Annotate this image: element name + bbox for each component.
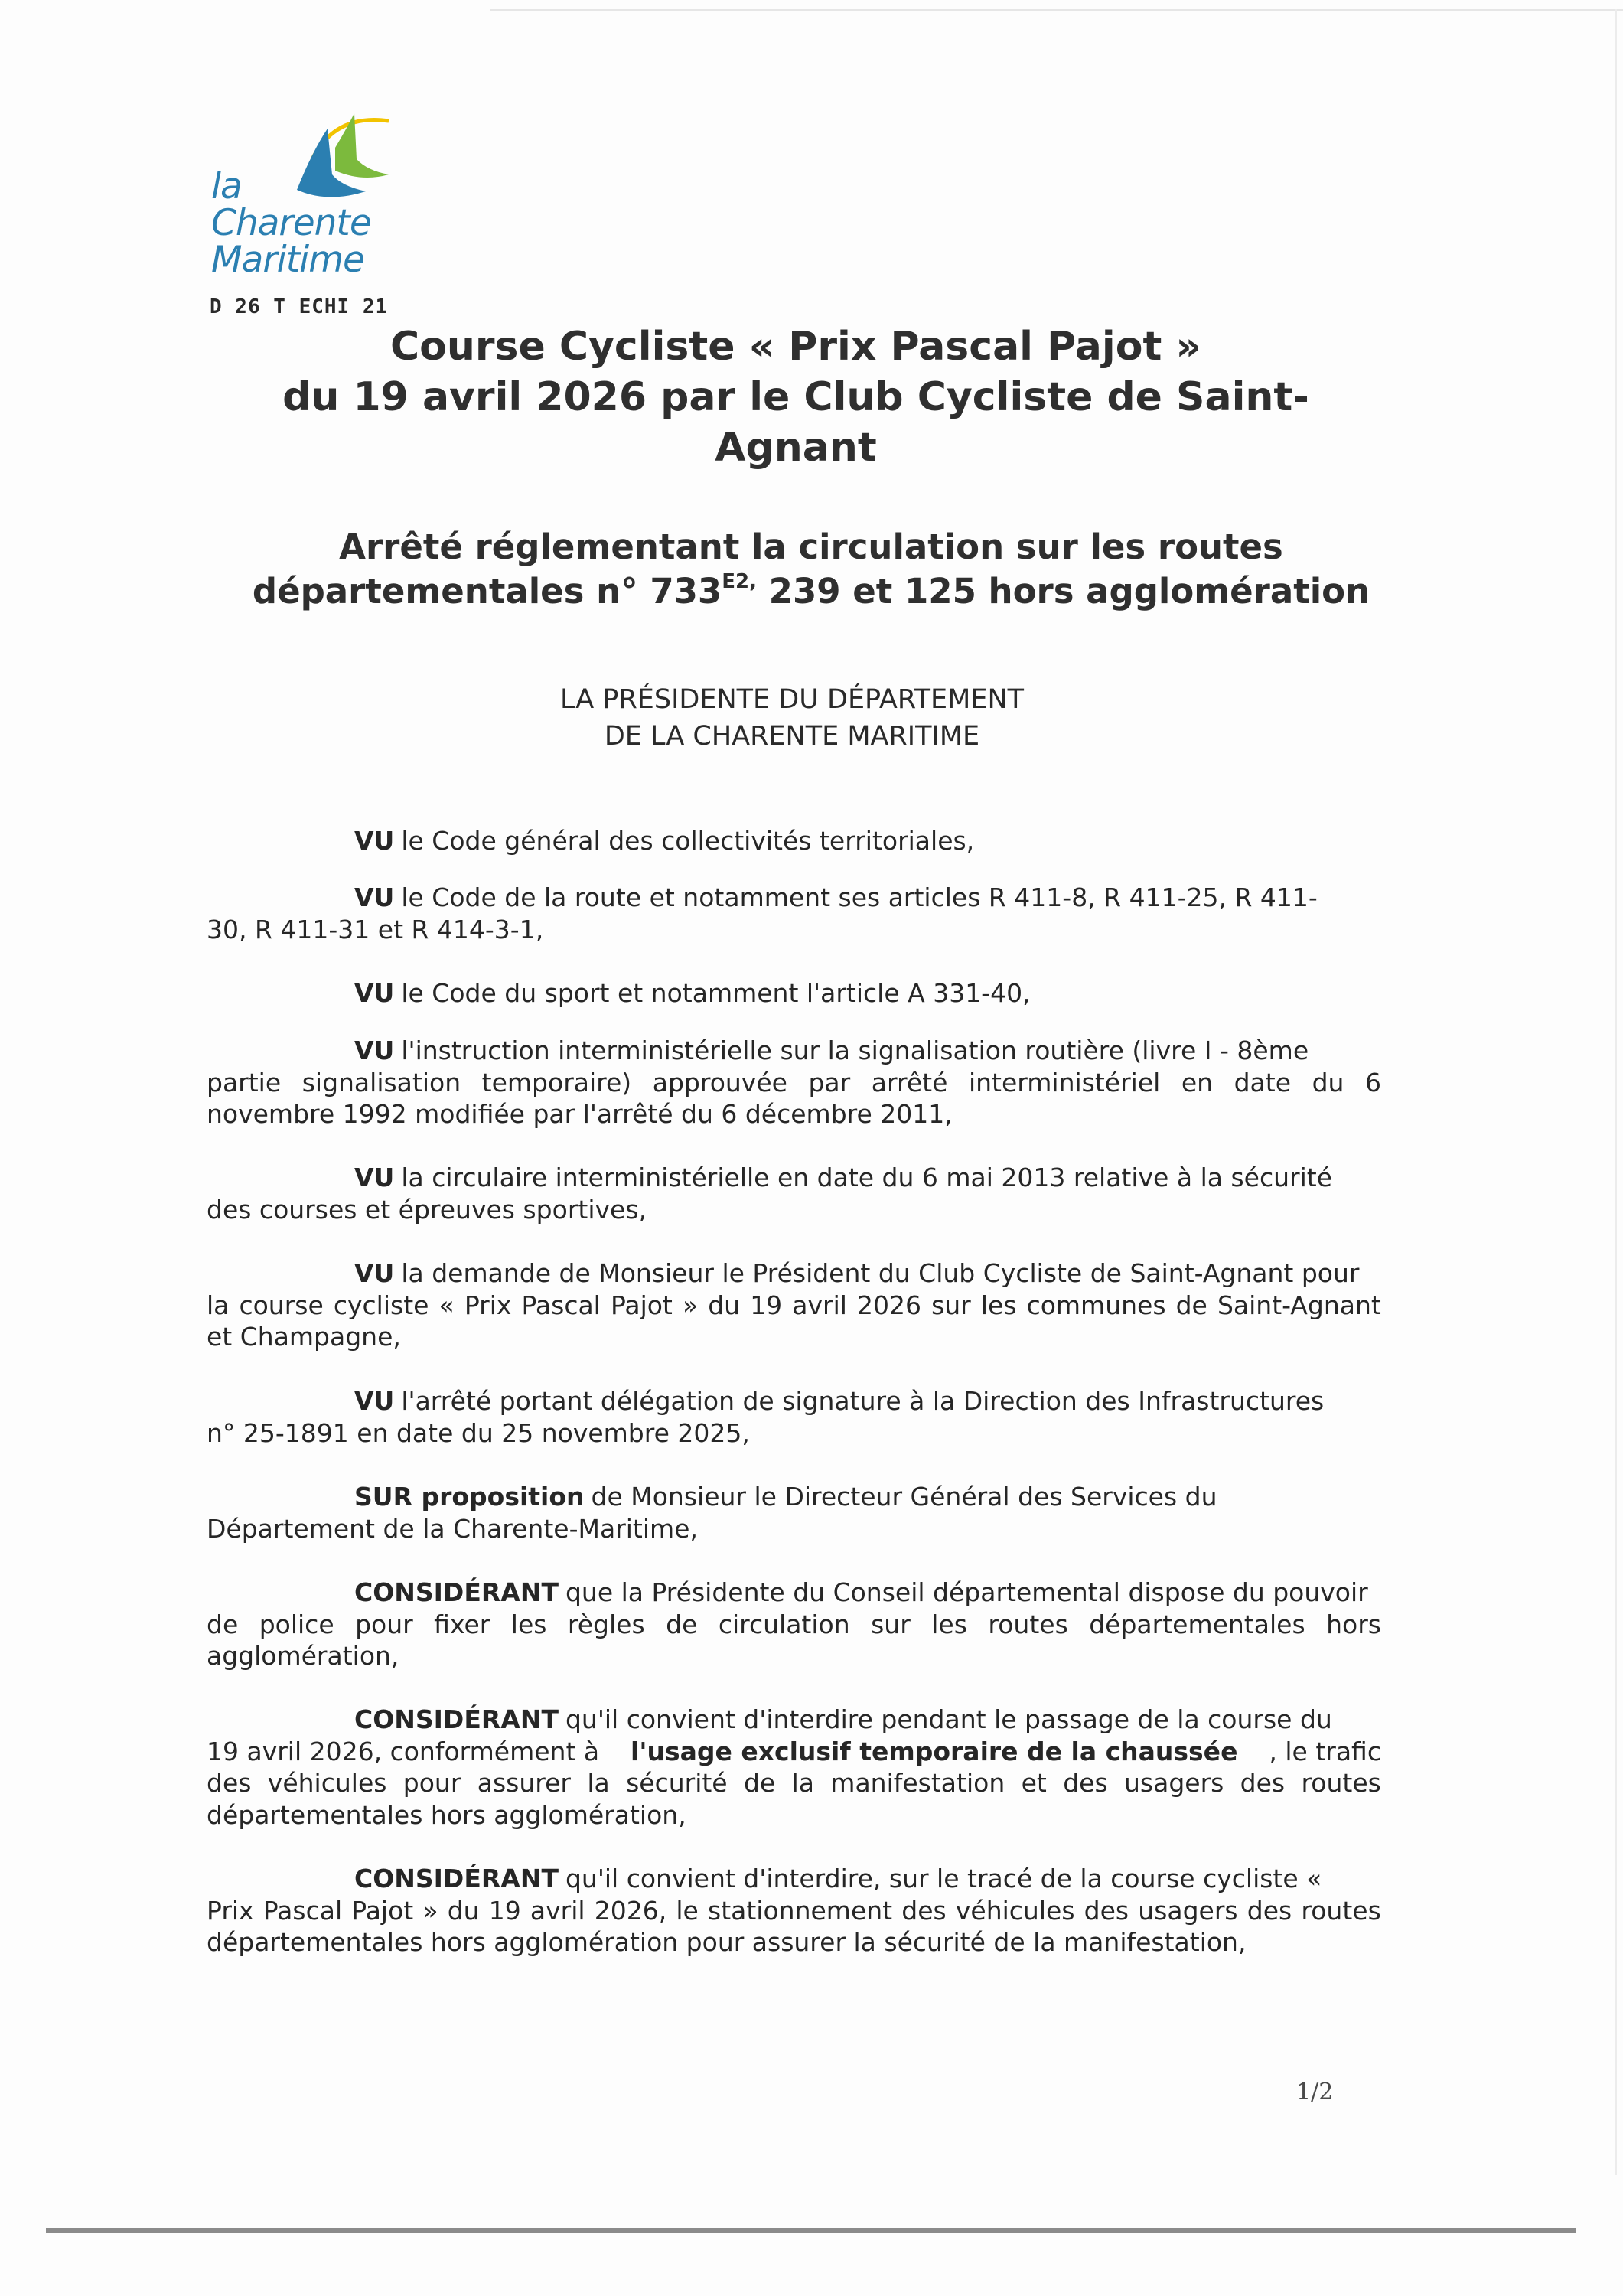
word: « [438,1290,455,1320]
word: 6 [1365,1067,1381,1097]
title-line-2: du 19 avril 2026 par le Club Cycliste de Saint- [282,374,1309,420]
document-reference: D 26 T ECHI 21 [210,295,389,318]
word: du [447,1895,480,1926]
paragraph-line [207,1290,1381,1322]
word: en [1181,1067,1214,1097]
word: de [207,1609,239,1639]
page-number: 1/2 [1296,2079,1334,2105]
word: les [931,1609,967,1639]
word: par [808,1067,851,1097]
word: du [1312,1067,1344,1097]
word: du [708,1290,741,1320]
paragraph-line [207,1385,1381,1417]
paragraph-text: la circulaire interministérielle en date du 6 mai 2013 relative à la sécurité [401,1163,1332,1192]
word: communes [1026,1290,1166,1320]
word: 19 [488,1895,521,1926]
word: Pajot [610,1290,673,1320]
paragraph-text: l'arrêté portant délégation de signature à la Direction des Infrastructures [401,1386,1325,1416]
department-logo [211,106,410,289]
word: routes [1301,1895,1381,1926]
paragraph-text: qu'il convient d'interdire pendant le passage de la course du [565,1704,1332,1734]
paragraph-line [207,1481,1381,1513]
document-title [191,321,1400,473]
word: cycliste [333,1290,429,1320]
paragraph-text: départementales hors agglomération pour assurer la sécurité de la manifestation, [207,1927,1247,1957]
paragraph-line [207,1417,1381,1450]
word: police [259,1609,334,1639]
word: course [239,1290,324,1320]
word: et [1021,1768,1047,1798]
word: routes [988,1609,1068,1639]
word: véhicules [955,1895,1075,1926]
paragraph-text: le Code de la route et notamment ses articles R 411-8, R 411-25, R 411- [401,882,1318,912]
paragraph-line [207,1194,1381,1226]
paragraph-text [207,1895,1381,1927]
word: règles [567,1609,645,1639]
word: sur [931,1290,971,1320]
paragraph-text: 30, R 411-31 et R 414-3-1, [207,914,544,944]
paragraph-line [207,1863,1381,1895]
paragraph-keyword: CONSIDÉRANT [354,1864,559,1893]
paragraph-text: Département de la Charente-Maritime, [207,1513,698,1544]
paragraph-text: , le trafic [1269,1736,1381,1766]
word: 2026 [857,1290,921,1320]
paragraph-text: de Monsieur le Directeur Général des Services du [591,1482,1217,1512]
paragraph-vu-2 [207,882,1381,945]
word: » [682,1290,699,1320]
word: usagers [1138,1895,1238,1926]
paragraph-keyword: VU [354,1386,395,1416]
subtitle-line-2 [153,569,1469,614]
paragraph-line [207,1035,1381,1067]
word: assurer [477,1768,571,1798]
word: les [510,1609,547,1639]
word: véhicules [267,1768,387,1798]
word: sur [871,1609,911,1639]
subtitle-line-1: Arrêté réglementant la circulation sur les routes [339,527,1283,567]
word: circulation [718,1609,850,1639]
paragraph-vu-6 [207,1257,1381,1353]
word: Pascal [521,1290,601,1320]
paragraph-line [207,1736,1381,1768]
word: fixer [434,1609,490,1639]
paragraph-line [207,882,1381,914]
paragraph-text: la demande de Monsieur le Président du Club Cycliste de Saint-Agnant pour [401,1258,1360,1288]
paragraph-text: l'instruction interministérielle sur la signalisation routière (livre I - 8ème [401,1035,1309,1065]
paragraph-text [207,1609,1381,1641]
word: avril [530,1895,585,1926]
paragraph-considerant-2 [207,1704,1381,1831]
paragraph-line [207,1640,1381,1672]
paragraph-keyword: VU [354,1163,395,1192]
paragraph-line [207,977,1381,1009]
word: Pajot [351,1895,414,1926]
paragraph-line [207,1321,1381,1353]
subtitle-line-2-b: 239 et 125 hors agglomération [756,571,1370,612]
paragraph-line [207,1067,1381,1099]
paragraph-keyword: VU [354,978,395,1008]
paragraph-considerant-3 [207,1863,1381,1958]
paragraph-keyword: VU [354,826,395,856]
word: des [207,1768,252,1798]
paragraph-line [207,1926,1381,1958]
word: interministériel [968,1067,1161,1097]
paragraph-keyword: CONSIDÉRANT [354,1704,559,1734]
word: 19 [750,1290,783,1320]
document-subtitle [153,525,1469,614]
paragraph-considerant-1 [207,1577,1381,1672]
subtitle-superscript: E2, [722,570,757,593]
scan-right-edge [1615,9,1617,2175]
word: hors [1326,1609,1381,1639]
word: des [1063,1768,1108,1798]
paragraph-text: des courses et épreuves sportives, [207,1194,647,1225]
word: des [1240,1768,1286,1798]
word: arrêté [871,1067,948,1097]
word: de [743,1768,776,1798]
word: stationnement [708,1895,893,1926]
word: pour [355,1609,413,1639]
paragraph-text: le Code général des collectivités territoriales, [401,826,975,856]
paragraph-line [207,914,1381,946]
paragraph-text [207,1290,1381,1322]
word: départementales [1089,1609,1305,1639]
paragraph-vu-4 [207,1035,1381,1130]
paragraph-text [207,1067,1381,1099]
scan-bottom-bar [46,2228,1576,2233]
issuing-authority [383,681,1201,755]
paragraph-keyword: CONSIDÉRANT [354,1577,559,1607]
word: 2026, [594,1895,667,1926]
scan-top-edge [490,9,1623,11]
word: des [1247,1895,1292,1926]
paragraph-line [207,1704,1381,1736]
paragraph-text [207,1767,1381,1799]
subtitle-line-2-a: départementales n° 733 [252,571,722,612]
paragraph-vu-7 [207,1385,1381,1449]
word: Prix [464,1290,512,1320]
paragraph-vu-5 [207,1162,1381,1225]
word: sécurité [626,1768,728,1798]
logo-line-1: la [211,165,242,207]
paragraph-line [207,1098,1381,1130]
word: temporaire) [481,1067,632,1097]
paragraph-vu-3 [207,977,1381,1009]
logo-wordmark [211,165,371,281]
title-line-3: Agnant [715,425,877,471]
word: la [207,1290,230,1320]
paragraph-line [207,1577,1381,1609]
paragraph-text: départementales hors agglomération, [207,1799,686,1830]
word: manifestation [830,1768,1005,1798]
paragraph-text: 19 avril 2026, conformément à [207,1736,600,1766]
paragraph-line [207,1767,1381,1799]
paragraph-text: le Code du sport et notamment l'article A 331-40, [401,978,1031,1008]
word: la [791,1768,814,1798]
word: de [1175,1290,1207,1320]
paragraph-vu-1 [207,825,1381,857]
paragraph-keyword: VU [354,1035,395,1065]
word: Pascal [262,1895,343,1926]
paragraph-line [207,1513,1381,1545]
word: approuvée [652,1067,787,1097]
word: les [980,1290,1017,1320]
paragraph-text: n° 25-1891 en date du 25 novembre 2025, [207,1417,750,1448]
word: des [1084,1895,1129,1926]
paragraph-text: et Champagne, [207,1322,401,1352]
paragraph-text: novembre 1992 modifiée par l'arrêté du 6 décembre 2011, [207,1099,953,1129]
paragraph-line [207,1257,1381,1290]
paragraph-text: agglomération, [207,1641,399,1671]
paragraph-text: qu'il convient d'interdire, sur le tracé de la course cycliste « [565,1864,1322,1893]
paragraph-keyword: VU [354,1258,395,1288]
paragraph-line [207,1609,1381,1641]
logo-line-3: Maritime [211,239,364,281]
word: des [901,1895,947,1926]
paragraph-line [207,1162,1381,1194]
word: Saint-Agnant [1217,1290,1381,1320]
word: routes [1301,1768,1381,1798]
word: avril [792,1290,847,1320]
paragraph-line [207,1895,1381,1927]
paragraph-keyword: SUR proposition [354,1482,585,1512]
word: de [666,1609,698,1639]
word: le [676,1895,699,1926]
word: Prix [207,1895,254,1926]
word: partie [207,1067,282,1097]
title-line-1: Course Cycliste « Prix Pascal Pajot » [389,324,1201,370]
paragraph-emphasis: l'usage exclusif temporaire de la chaussée [631,1736,1238,1766]
paragraph-text: que la Présidente du Conseil départemental dispose du pouvoir [565,1577,1368,1607]
authority-line-2: DE LA CHARENTE MARITIME [604,721,980,752]
paragraph-line [207,1799,1381,1831]
word: signalisation [301,1067,461,1097]
paragraph-sur-proposition [207,1481,1381,1544]
word: la [587,1768,610,1798]
word: usagers [1123,1768,1224,1798]
paragraph-keyword: VU [354,882,395,912]
logo-line-2: Charente [211,202,371,244]
word: date [1234,1067,1292,1097]
word: pour [402,1768,461,1798]
word: » [422,1895,438,1926]
paragraph-line [207,825,1381,857]
authority-line-1: LA PRÉSIDENTE DU DÉPARTEMENT [559,684,1025,715]
